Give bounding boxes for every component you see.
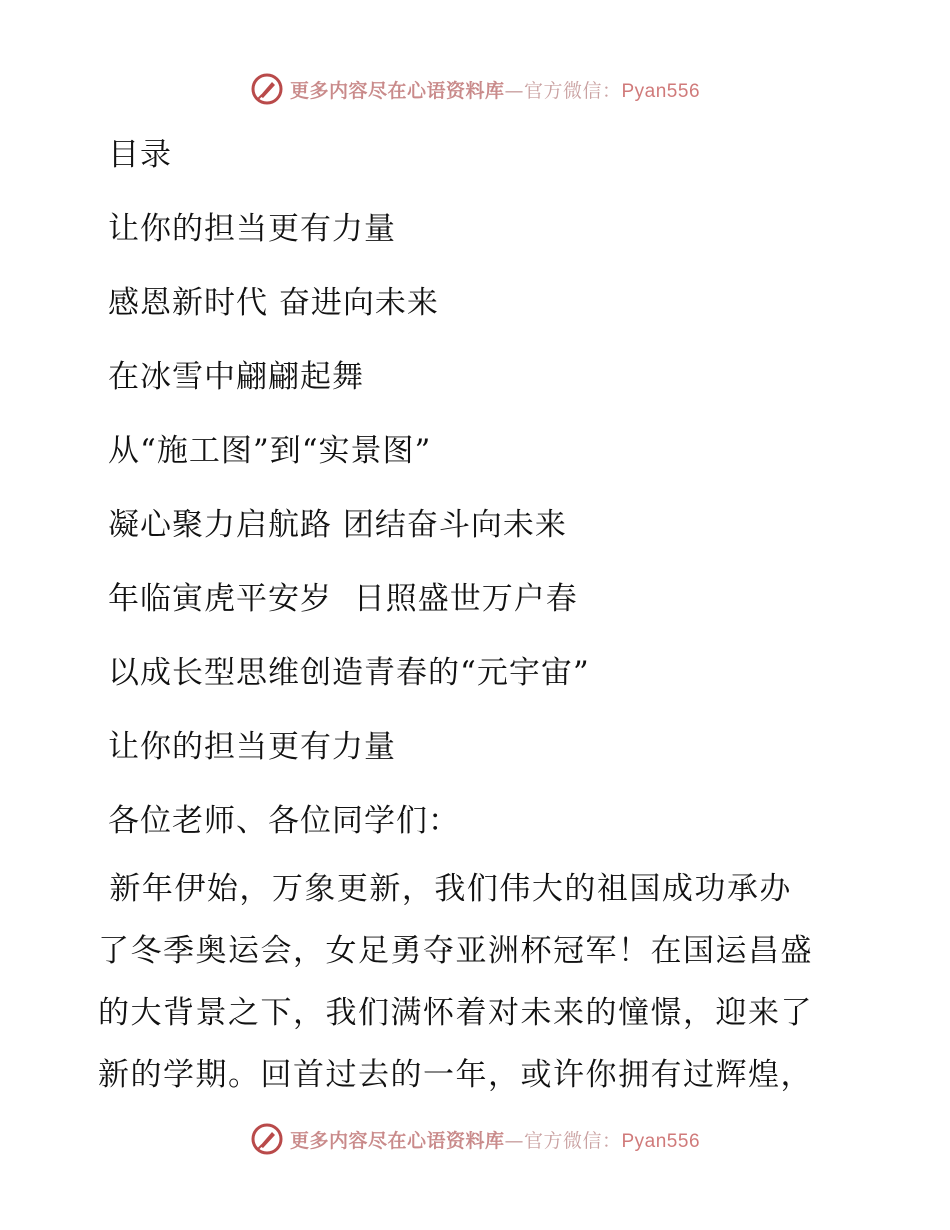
toc-item: 凝心聚力启航路 团结奋斗向未来 <box>108 507 567 543</box>
header-watermark <box>0 72 950 106</box>
article-title: 让你的担当更有力量 <box>108 729 396 765</box>
watermark-main: 更多内容尽在心语资料库 <box>289 79 505 102</box>
toc-item: 让你的担当更有力量 <box>108 211 396 247</box>
watermark-text <box>290 1126 700 1153</box>
table-of-contents <box>108 118 590 858</box>
toc-item: 以成长型思维创造青春的“元宇宙” <box>108 655 590 691</box>
toc-heading: 目录 <box>108 137 172 173</box>
salutation: 各位老师、各位同学们： <box>108 803 460 839</box>
toc-item: 从“施工图”到“实景图” <box>108 433 432 469</box>
toc-item: 感恩新时代 奋进向未来 <box>108 285 439 321</box>
quill-logo-icon <box>250 72 284 106</box>
watermark-dash: — <box>504 1129 524 1152</box>
watermark-main: 更多内容尽在心语资料库 <box>289 1129 505 1152</box>
watermark-text <box>290 76 700 103</box>
paragraph-line: 新的学期。回首过去的一年，或许你拥有过辉煌， <box>98 1057 813 1093</box>
body-paragraph <box>98 858 858 1106</box>
watermark-dash: — <box>504 79 524 102</box>
paragraph-line: 新年伊始，万象更新，我们伟大的祖国成功承办 <box>98 871 792 907</box>
watermark-sub: 官方微信： <box>523 1129 622 1152</box>
toc-item: 在冰雪中翩翩起舞 <box>108 359 364 395</box>
toc-item: 年临寅虎平安岁 日照盛世万户春 <box>108 581 578 617</box>
watermark-sub: 官方微信： <box>523 79 622 102</box>
quill-logo-icon <box>250 1122 284 1156</box>
watermark-handle: Pyan556 <box>621 80 701 102</box>
paragraph-line: 了冬季奥运会，女足勇夺亚洲杯冠军！在国运昌盛 <box>98 933 813 969</box>
watermark-handle: Pyan556 <box>621 1130 701 1152</box>
footer-watermark <box>0 1122 950 1156</box>
paragraph-line: 的大背景之下，我们满怀着对未来的憧憬，迎来了 <box>98 995 813 1031</box>
